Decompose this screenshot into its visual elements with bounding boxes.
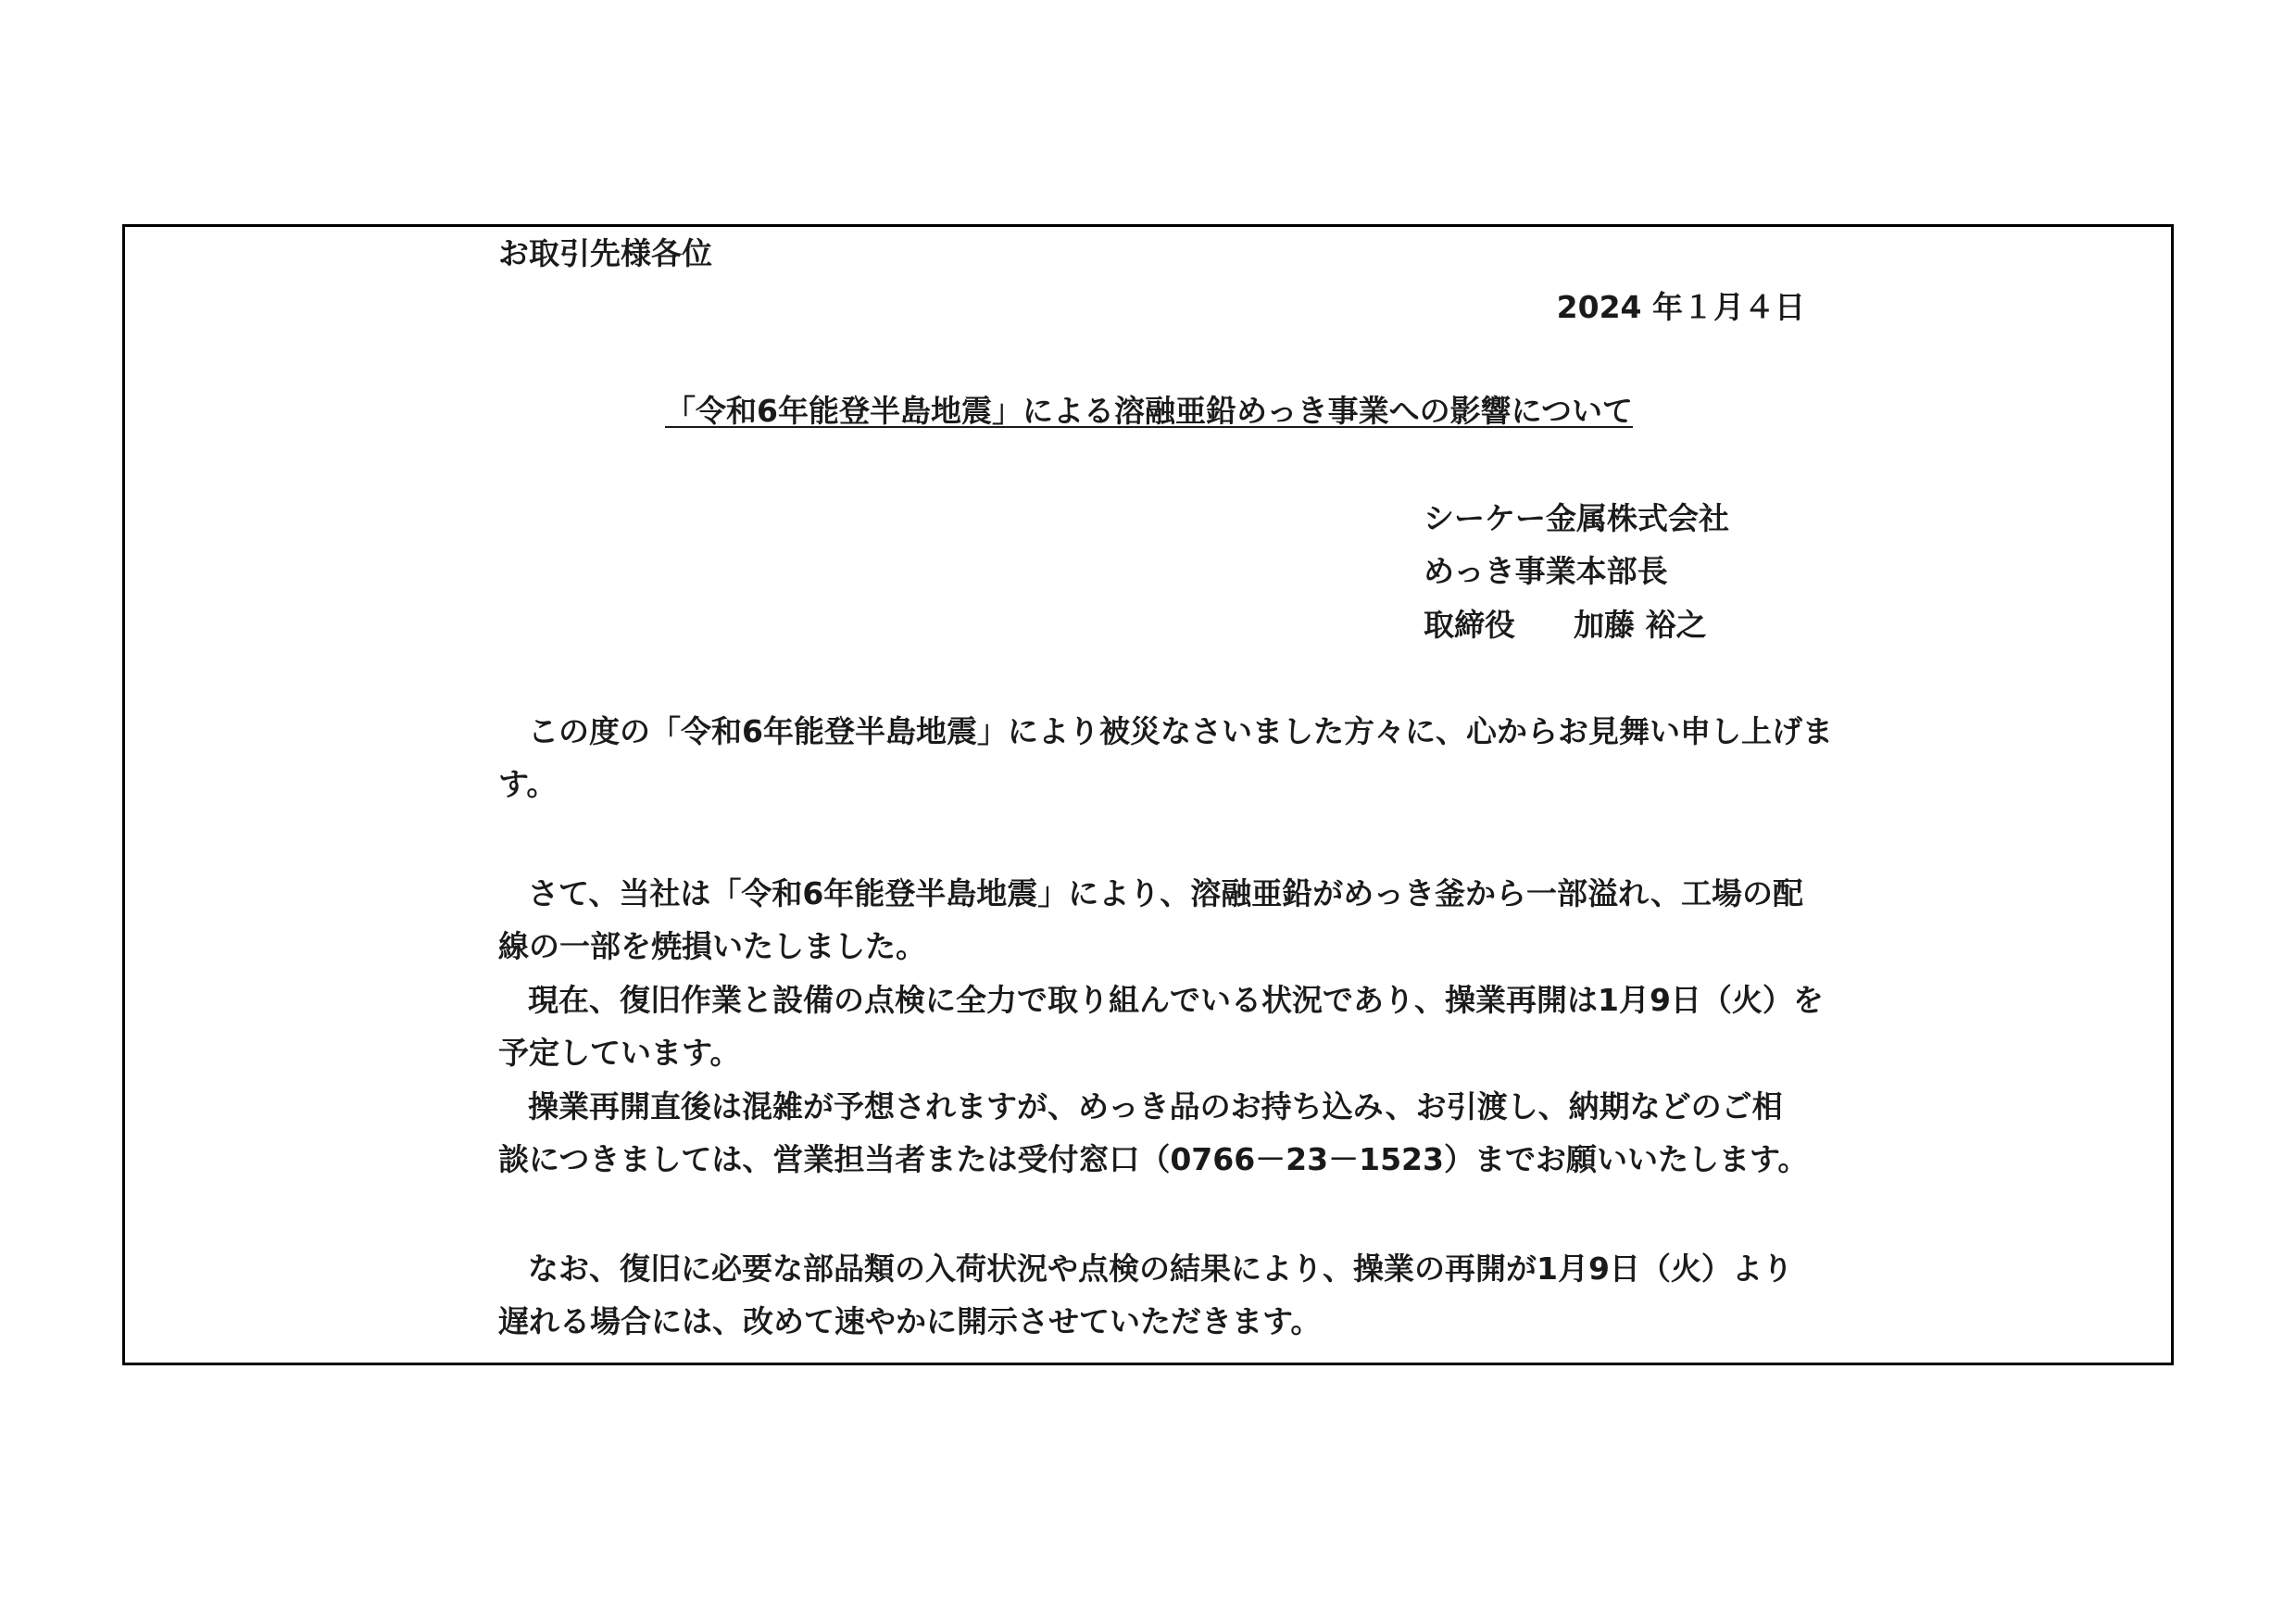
sender-signature-line — [1424, 607, 1707, 644]
body-line: す。 — [498, 766, 558, 802]
body-line: 現在、復旧作業と設備の点検に全力で取り組んでいる状況であり、操業再開は1月9日（火）を — [528, 982, 1824, 1018]
body-line: この度の「令和6年能登半島地震」により被災なさいました方々に、心からお見舞い申し上げま — [528, 713, 1833, 749]
sender-name: 加藤 裕之 — [1574, 607, 1707, 643]
body-line: さて、当社は「令和6年能登半島地震」により、溶融亜鉛がめっき釜から一部溢れ、工場の配 — [528, 875, 1803, 911]
letter-title: 「令和6年能登半島地震」による溶融亜鉛めっき事業への影響について — [665, 393, 1633, 429]
body-line: 談につきましては、営業担当者または受付窓口（0766－23－1523）までお願いいたします。 — [498, 1141, 1809, 1177]
sender-role: 取締役 — [1424, 607, 1515, 643]
sender-company: シーケー金属株式会社 — [1424, 500, 1729, 536]
body-line: なお、復旧に必要な部品類の入荷状況や点検の結果により、操業の再開が1月9日（火）より — [528, 1250, 1793, 1287]
body-line: 操業再開直後は混雑が予想されますが、めっき品のお持ち込み、お引渡し、納期などのご相 — [528, 1088, 1783, 1125]
body-line: 線の一部を焼損いたしました。 — [498, 928, 926, 964]
body-line: 遅れる場合には、改めて速やかに開示させていただきます。 — [498, 1303, 1322, 1339]
addressee: お取引先様各位 — [498, 235, 712, 271]
sender-department: めっき事業本部長 — [1424, 553, 1668, 589]
letter-date: 2024 年１月４日 — [1556, 289, 1805, 325]
body-line: 予定しています。 — [498, 1035, 741, 1071]
